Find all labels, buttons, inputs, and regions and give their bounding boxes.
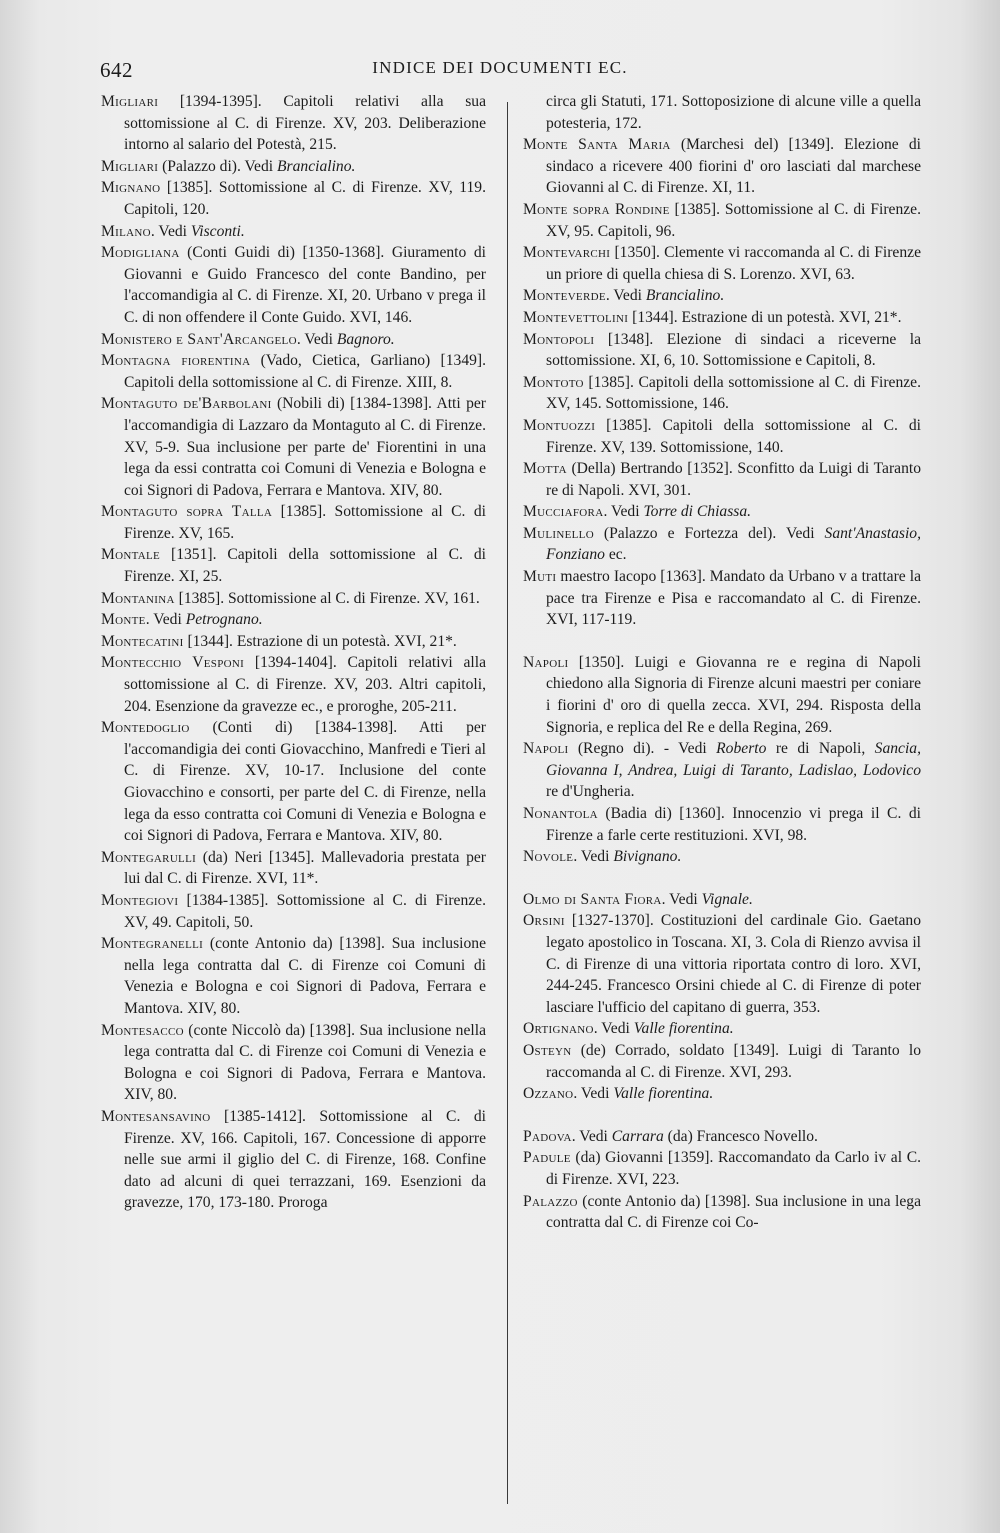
entry-heading: Montegarulli bbox=[101, 848, 197, 866]
entry-reference: Brancialino. bbox=[645, 287, 725, 305]
entry-heading: Muti bbox=[523, 568, 557, 586]
index-entry bbox=[101, 847, 486, 890]
index-entry bbox=[101, 393, 486, 501]
index-entry bbox=[523, 199, 921, 242]
entry-text: [1385]. Sottomissione al C. di Firenze. XV, 165. bbox=[124, 503, 487, 542]
entry-reference: Sant'Anastasio, Fonziano bbox=[546, 524, 921, 564]
index-entry bbox=[101, 501, 486, 544]
entry-reference: Vignale. bbox=[701, 890, 753, 908]
right-column bbox=[523, 91, 921, 1234]
entry-reference: Carrara bbox=[611, 1127, 664, 1145]
entry-text: [1385]. Sottomissione al C. di Firenze. XV, 161. bbox=[174, 589, 480, 607]
index-entry bbox=[523, 1040, 921, 1083]
entry-reference: Torre di Chiassa. bbox=[643, 503, 752, 521]
index-entry bbox=[101, 91, 486, 156]
entry-text: . Vedi bbox=[603, 503, 644, 521]
entry-text: (da) Francesco Novello. bbox=[663, 1127, 818, 1145]
entry-heading: Montale bbox=[101, 546, 161, 564]
index-entry bbox=[523, 458, 921, 501]
entry-text: . Vedi bbox=[605, 287, 646, 305]
entry-heading: Milano bbox=[101, 222, 151, 240]
entry-text: (Palazzo di). Vedi bbox=[158, 157, 277, 175]
index-entry bbox=[523, 91, 921, 134]
entry-text: [1344]. Estrazione di un potestà. XVI, 21*. bbox=[628, 308, 902, 326]
entry-text: (Badia di) [1360]. Innocenzio vi prega il C. di Firenze a farle certe restituzioni. XVI, 98. bbox=[546, 805, 921, 844]
entry-text: [1350]. Luigi e Giovanna re e regina di Napoli chiedono alla Signoria di Firenze alcuni maestri per coniare i fiorini d' oro di quella zecca. XVI, 294. Risposta della Signoria, e replica del Re e della Regina, 269. bbox=[546, 653, 921, 736]
entry-heading: Montevarchi bbox=[523, 244, 611, 262]
index-entry bbox=[101, 588, 486, 610]
entry-heading: Monistero e Sant'Arcangelo bbox=[101, 330, 297, 348]
index-entry bbox=[101, 177, 486, 220]
entry-text: [1385]. Capitoli della sottomissione al C. di Firenze. XV, 145. Sottomissione, 146. bbox=[546, 373, 921, 413]
entry-reference: Sancia, Giovanna I, Andrea, Luigi di Taranto, Ladislao, Lodovico bbox=[546, 740, 921, 779]
index-entry bbox=[101, 717, 486, 847]
entry-heading: Montanina bbox=[101, 589, 175, 607]
entry-text: re d'Ungheria. bbox=[546, 783, 635, 801]
entry-text: (Conti Guidi di) [1350-1368]. Giuramento di Giovanni e Guido Francesco del conte Bandino, per l'accomandigia al C. di Firenze. XI, 20. Urbano v prega il C. di non offendere il Conte Guido. XVI, 146. bbox=[124, 244, 486, 326]
column-divider bbox=[507, 102, 508, 1504]
index-entry bbox=[523, 1191, 921, 1234]
entry-heading: Orsini bbox=[523, 912, 565, 930]
entry-heading: Montegranelli bbox=[101, 935, 204, 953]
entry-heading: Montoto bbox=[523, 373, 584, 391]
entry-heading: Ortignano bbox=[523, 1020, 594, 1038]
entry-text: [1384-1385]. Sottomissione al C. di Firenze. XV, 49. Capitoli, 50. bbox=[124, 891, 486, 931]
entry-text: . Vedi bbox=[573, 848, 614, 866]
entry-heading: Nonantola bbox=[523, 805, 598, 822]
entry-text: [1394-1395]. Capitoli relativi alla sua sottomissione al C. di Firenze. XV, 203. Deliberazione intorno al salario del Potestà, 215. bbox=[124, 93, 486, 154]
entry-heading: Migliari bbox=[101, 93, 159, 110]
entry-heading: Novole bbox=[523, 848, 574, 866]
index-entry bbox=[523, 501, 921, 523]
entry-text: (Conti di) [1384-1398]. Atti per l'accomandigia dei conti Giovacchino, Manfredi e Tieri al C. di Firenze. XV, 10-17. Inclusione del conte Giovacchino e consorti, per parte del C. di Firenze, nella lega da esso contratta coi Comuni di Venezia e Bologna e coi Signori di Padova, Ferrara e Mantova. XIV, 80. bbox=[124, 719, 486, 845]
index-entry bbox=[523, 329, 921, 372]
index-entry bbox=[523, 566, 921, 631]
entry-text: maestro Iacopo [1363]. Mandato da Urbano v a trattare la pace tra Firenze e Pisa e raccomandato al C. di Firenze. XVI, 117-119. bbox=[546, 568, 921, 629]
entry-text: . Vedi bbox=[573, 1085, 614, 1103]
index-entry bbox=[523, 372, 921, 415]
index-entry bbox=[523, 846, 921, 868]
index-entry bbox=[101, 350, 486, 393]
entry-reference: Roberto bbox=[716, 740, 767, 758]
index-entry bbox=[101, 544, 486, 587]
entry-heading: Montevettolini bbox=[523, 308, 629, 326]
entry-heading: Palazzo bbox=[523, 1192, 578, 1210]
entry-text: (Palazzo e Fortezza del). Vedi bbox=[593, 524, 825, 542]
entry-heading: Montecchio Vesponi bbox=[101, 654, 245, 672]
entry-text: (Vado, Cietica, Garliano) [1349]. Capitoli della sottomissione al C. di Firenze. XIII, 8. bbox=[124, 352, 486, 391]
entry-text: (Marchesi del) [1349]. Elezione di sindaco a ricevere 400 fiorini d' oro lasciati dal marchese Giovanni al C. di Firenze. XI, 11. bbox=[546, 136, 921, 197]
entry-text: . Vedi bbox=[571, 1127, 612, 1145]
entry-text: circa gli Statuti, 171. Sottoposizione di alcune ville a quella potesteria, 172. bbox=[546, 93, 921, 132]
entry-heading: Montesansavino bbox=[101, 1107, 211, 1125]
entry-text: [1350]. Clemente vi raccomanda al C. di Firenze un priore di quella chiesa di S. Lorenzo. XVI, 63. bbox=[546, 244, 921, 283]
entry-reference: Valle fiorentina. bbox=[633, 1020, 734, 1038]
index-entry bbox=[523, 889, 921, 911]
entry-heading: Mignano bbox=[101, 179, 161, 197]
index-entry bbox=[523, 910, 921, 1018]
index-entry bbox=[101, 242, 486, 328]
left-column bbox=[101, 91, 486, 1214]
index-entry bbox=[523, 803, 921, 846]
entry-text: . Vedi bbox=[145, 611, 186, 629]
entry-heading: Padova bbox=[523, 1127, 572, 1145]
entry-heading: Montaguto de'Barbolani bbox=[101, 395, 272, 413]
entry-text: (conte Antonio da) [1398]. Sua inclusione in una lega contratta dal C. di Firenze coi Co- bbox=[546, 1192, 921, 1232]
entry-reference: Petrognano. bbox=[185, 611, 263, 629]
index-entry bbox=[523, 415, 921, 458]
index-entry bbox=[523, 652, 921, 738]
entry-text: [1385]. Capitoli della sottomissione al C. di Firenze. XV, 139. Sottomissione, 140. bbox=[546, 416, 921, 456]
entry-text: [1344]. Estrazione di un potestà. XVI, 21*. bbox=[183, 632, 457, 650]
index-entry bbox=[523, 242, 921, 285]
entry-heading: Motta bbox=[523, 460, 567, 478]
entry-heading: Napoli bbox=[523, 740, 569, 758]
entry-heading: Padule bbox=[523, 1149, 571, 1167]
page-number: 642 bbox=[100, 58, 133, 82]
entry-heading: Modigliana bbox=[101, 244, 180, 262]
index-entry bbox=[523, 1018, 921, 1040]
entry-heading: Ozzano bbox=[523, 1085, 574, 1103]
index-entry bbox=[523, 1083, 921, 1105]
entry-text: . Vedi bbox=[661, 890, 702, 908]
index-entry bbox=[101, 652, 486, 717]
entry-heading: Montagna fiorentina bbox=[101, 352, 251, 370]
entry-reference: Bivignano. bbox=[613, 848, 682, 866]
index-entry bbox=[523, 738, 921, 803]
entry-text: (conte Niccolò da) [1398]. Sua inclusione nella lega contratta dal C. di Firenze coi Comuni di Venezia e Bologna e coi Signori di Padova, Ferrara e Mantova. XIV, 80. bbox=[124, 1021, 486, 1104]
entry-heading: Montuozzi bbox=[523, 416, 596, 434]
index-entry bbox=[101, 221, 486, 243]
entry-reference: Visconti. bbox=[190, 222, 245, 240]
index-entry bbox=[523, 307, 921, 329]
index-entry bbox=[523, 523, 921, 566]
entry-text: [1385]. Sottomissione al C. di Firenze. XV, 119. Capitoli, 120. bbox=[124, 179, 486, 218]
entry-heading: Montegiovi bbox=[101, 891, 179, 909]
entry-heading: Montopoli bbox=[523, 330, 595, 348]
index-entry bbox=[523, 134, 921, 199]
entry-reference: Bagnoro. bbox=[336, 330, 395, 348]
entry-heading: Migliari bbox=[101, 157, 159, 175]
entry-text: ec. bbox=[604, 546, 627, 564]
entry-text: (de) Corrado, soldato [1349]. Luigi di Taranto lo raccomanda al C. di Firenze. XVI, 293. bbox=[546, 1041, 921, 1081]
entry-heading: Osteyn bbox=[523, 1041, 572, 1059]
entry-text: [1394-1404]. Capitoli relativi alla sottomissione al C. di Firenze. XV, 203. Altri capitoli, 204. Esenzione da gravezze ec., e proroghe, 205-211. bbox=[124, 654, 486, 715]
entry-heading: Monte bbox=[101, 611, 146, 629]
index-entry bbox=[523, 1126, 921, 1148]
entry-heading: Montesacco bbox=[101, 1021, 184, 1039]
index-entry bbox=[101, 156, 486, 178]
entry-text: [1385]. Sottomissione al C. di Firenze. XV, 95. Capitoli, 96. bbox=[546, 200, 921, 240]
entry-heading: Napoli bbox=[523, 653, 569, 671]
entry-text: [1348]. Elezione di sindaci a riceverne la sottomissione. XI, 6, 10. Sottomissione e Capitoli, 8. bbox=[546, 330, 921, 370]
entry-text: (conte Antonio da) [1398]. Sua inclusione nella lega contratta dal C. di Firenze coi Comuni di Venezia e Bologna e coi Signori di Padova, Ferrara e Mantova. XIV, 80. bbox=[124, 935, 486, 1017]
entry-text: . Vedi bbox=[296, 330, 337, 348]
page-header bbox=[0, 58, 1000, 88]
entry-heading: Montaguto sopra Talla bbox=[101, 503, 273, 521]
index-entry bbox=[101, 1106, 486, 1214]
index-entry bbox=[101, 329, 486, 351]
entry-heading: Montecatini bbox=[101, 632, 184, 650]
running-title: INDICE DEI DOCUMENTI EC. bbox=[372, 58, 628, 77]
index-entry bbox=[523, 1147, 921, 1190]
entry-text: [1351]. Capitoli della sottomissione al C. di Firenze. XI, 25. bbox=[124, 546, 486, 586]
entry-text: (Regno di). - Vedi bbox=[568, 740, 717, 758]
index-entry bbox=[101, 933, 486, 1019]
entry-heading: Monteverde bbox=[523, 287, 606, 305]
entry-reference: Valle fiorentina. bbox=[613, 1085, 714, 1103]
entry-text: [1385-1412]. Sottomissione al C. di Firenze. XV, 166. Capitoli, 167. Concessione di apporre nelle sue armi il giglio del C. di Firenze, 168. Confine dato ad alcuni di quei terrazzani, 169. Esenzioni da gravezze, 170, 173-180. Proroga bbox=[124, 1107, 486, 1212]
entry-heading: Monte sopra Rondine bbox=[523, 200, 670, 218]
entry-heading: Olmo di Santa Fiora bbox=[523, 890, 662, 908]
entry-heading: Montedoglio bbox=[101, 719, 190, 737]
entry-heading: Mulinello bbox=[523, 524, 594, 542]
entry-heading: Monte Santa Maria bbox=[523, 136, 671, 154]
index-entry bbox=[101, 1020, 486, 1106]
index-entry bbox=[101, 631, 486, 653]
entry-text: (da) Neri [1345]. Mallevadoria prestata per lui dal C. di Firenze. XVI, 11*. bbox=[124, 848, 486, 888]
entry-text: . Vedi bbox=[593, 1020, 634, 1038]
entry-text: re di Napoli, bbox=[766, 740, 875, 758]
entry-text: (Della) Bertrando [1352]. Sconfitto da Luigi di Taranto re di Napoli. XVI, 301. bbox=[546, 460, 921, 499]
index-entry bbox=[523, 285, 921, 307]
index-entry bbox=[101, 609, 486, 631]
entry-text: [1327-1370]. Costituzioni del cardinale Gio. Gaetano legato apostolico in Toscana. XI, 3. Cola di Rienzo avvisa il C. di Firenze di una vittoria riportata contro di loro. XVI, 244-245. Francesco Orsini chiede al C. di Firenze di poter lasciare l'ufficio del capitano di guerra, 353. bbox=[546, 912, 921, 1016]
entry-heading: Mucciafora bbox=[523, 503, 604, 521]
index-entry bbox=[101, 890, 486, 933]
entry-text: (da) Giovanni [1359]. Raccomandato da Carlo iv al C. di Firenze. XVI, 223. bbox=[546, 1149, 921, 1188]
entry-text: . Vedi bbox=[150, 222, 191, 240]
entry-text: (Nobili di) [1384-1398]. Atti per l'accomandigia di Lazzaro da Montaguto al C. di Firenze. XV, 5-9. Sua inclusione per parte de' Fiorentini in una lega da essi contratta coi Comuni di Venezia e Bologna e coi Signori di Padova, Ferrara e Mantova. XIV, 80. bbox=[124, 395, 486, 499]
entry-reference: Brancialino. bbox=[277, 157, 356, 175]
